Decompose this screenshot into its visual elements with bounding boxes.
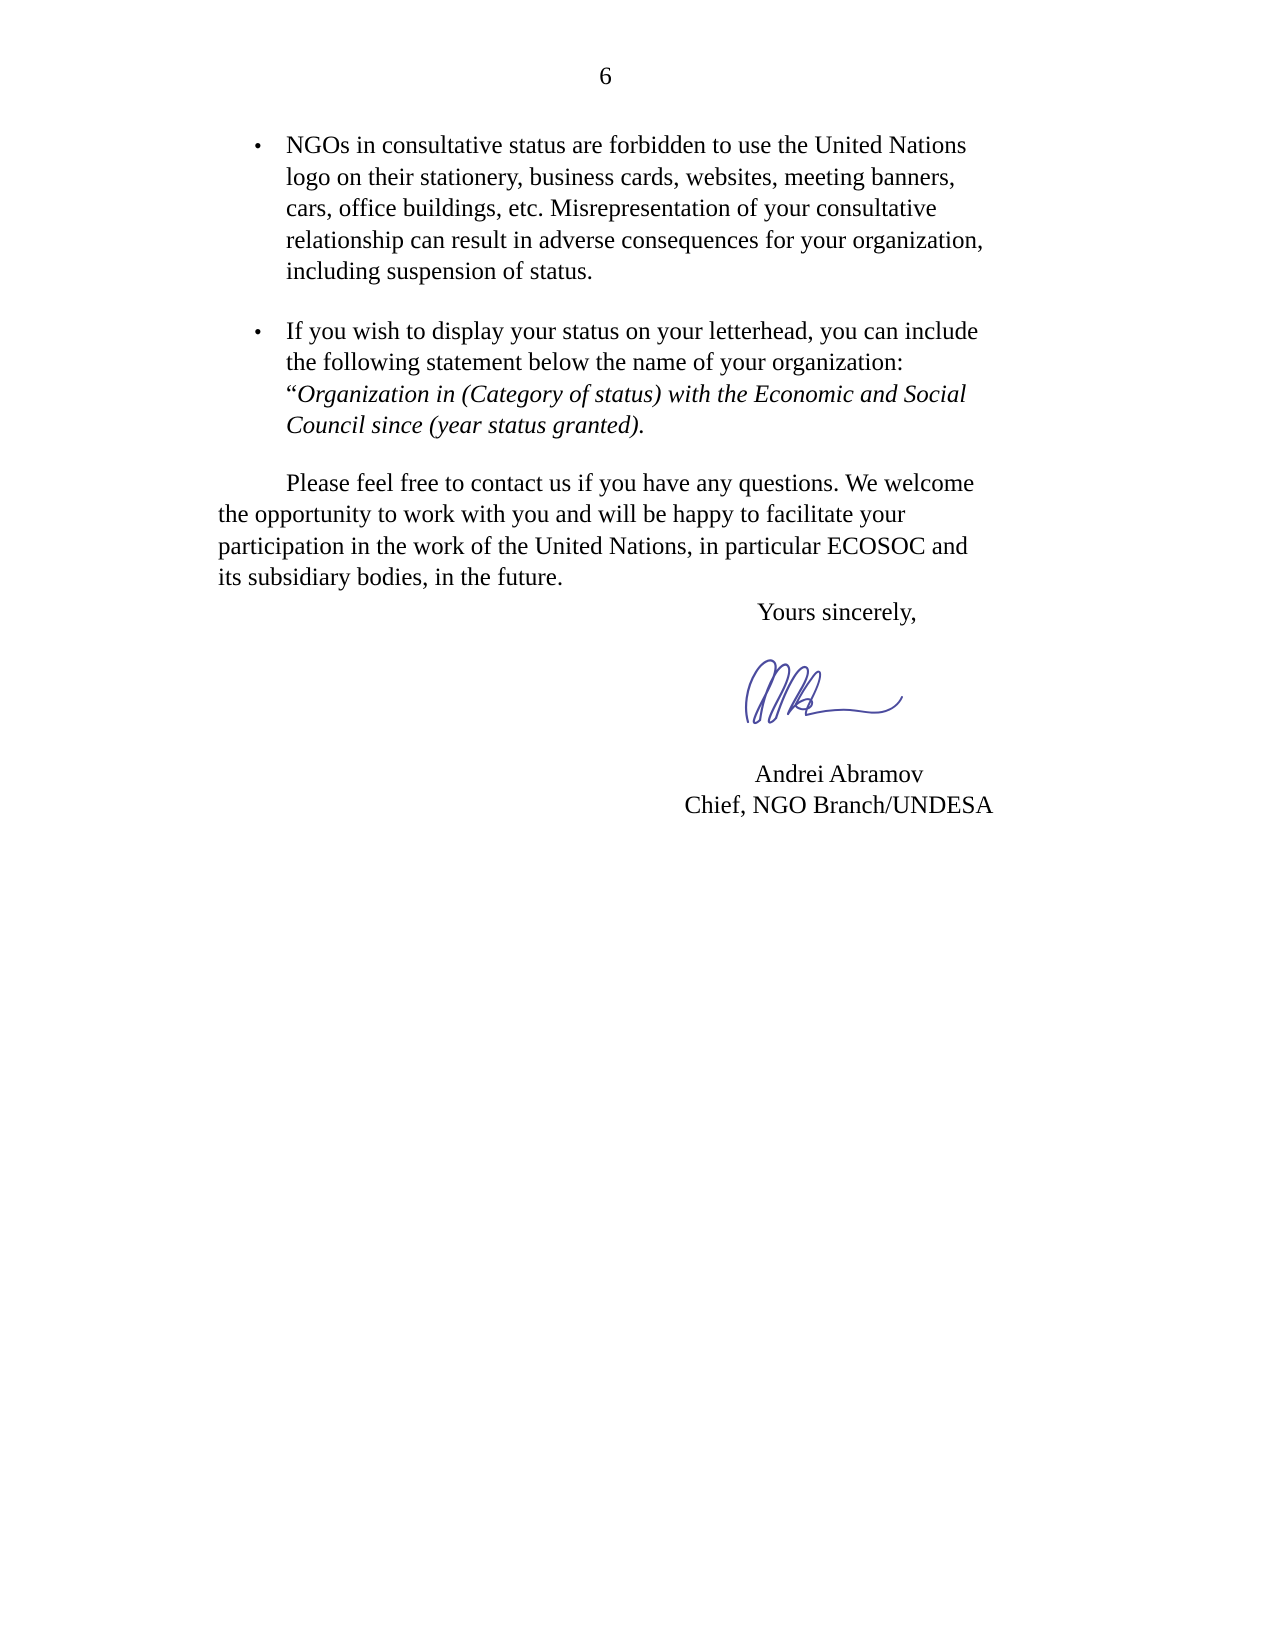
list-item: [218, 316, 988, 442]
page-number: 6: [599, 63, 612, 90]
bullet-icon: •: [254, 133, 262, 158]
closing-paragraph: Please feel free to contact us if you have any questions. We welcome the opportunity to work with you and will be happy to facilitate your participation in the work of the United Nations, in particular ECOSOC and its subsidiary bodies, in the future.: [218, 469, 975, 591]
list-item-text-trail: .: [638, 412, 645, 439]
signer-name: Andrei Abramov: [754, 761, 924, 788]
list-item-text-lead: If you wish to display your status on your letterhead, you can include the following statement below the name of your organization: “: [286, 317, 979, 408]
bullet-icon: •: [254, 318, 262, 344]
list-item-text-italic: Organization in (Category of status) with the Economic and Social Council since (year status granted): [286, 380, 967, 439]
signer-title: Chief, NGO Branch/UNDESA: [684, 792, 994, 819]
signature-block: [640, 598, 1060, 821]
list-item-text: NGOs in consultative status are forbidden to use the United Nations logo on their stationery, business cards, websites, meeting banners, cars, office buildings, etc. Misrepresentation of your consultative relationship can result in adverse consequences for your organization, including suspension of status.: [286, 132, 984, 285]
document-body: [218, 130, 988, 594]
signature-salutation: Yours sincerely,: [757, 599, 917, 626]
handwritten-signature-icon: [738, 650, 918, 728]
list-item: [218, 130, 988, 288]
